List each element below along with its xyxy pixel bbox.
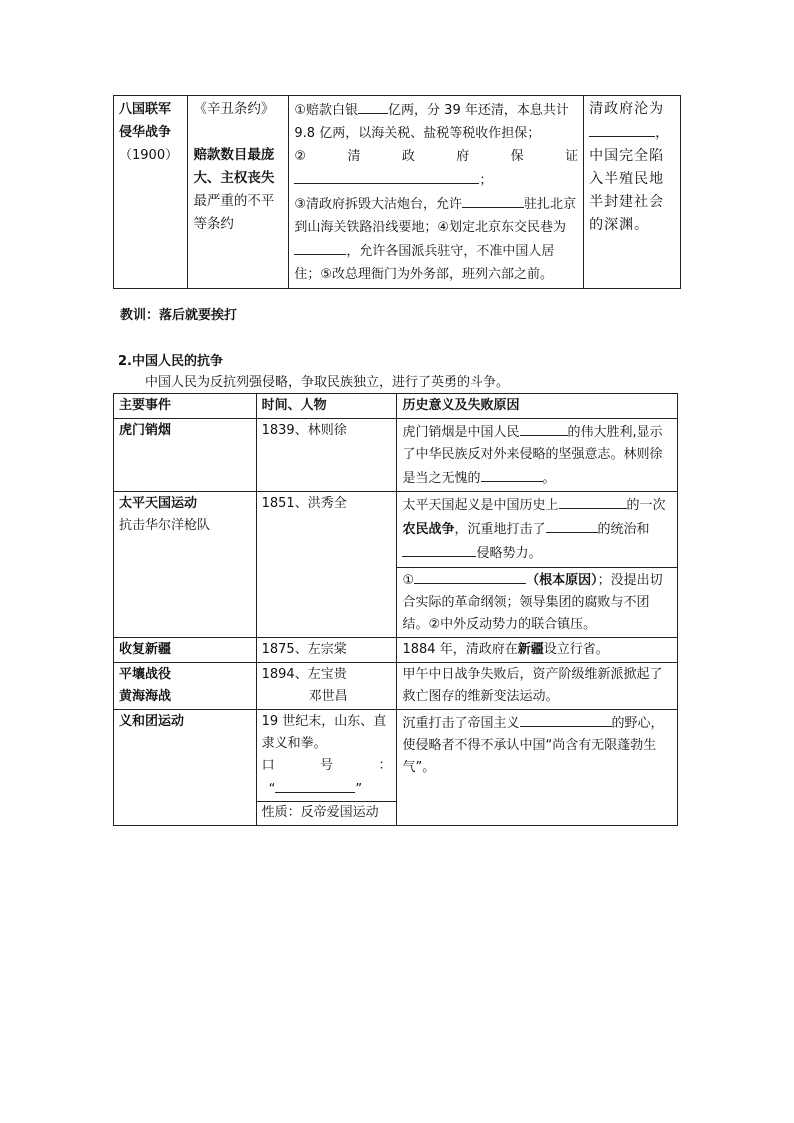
meaning-cell: [397, 419, 678, 492]
term-text: ①赔款白银: [294, 103, 359, 118]
treaty-note: 最严重的不平等条约: [193, 193, 275, 232]
treaty-cell: [188, 96, 289, 289]
slogan-label: 口号：: [261, 758, 392, 773]
blank-partition[interactable]: [520, 711, 612, 727]
time-cell: 1875、左宗棠: [256, 638, 397, 663]
blank-troops[interactable]: [462, 192, 524, 208]
blank-qing[interactable]: [546, 517, 598, 533]
treaty-name: 《辛丑条约》: [193, 101, 275, 117]
blank-humen[interactable]: [520, 420, 568, 436]
treaty-terms-cell: [289, 96, 584, 289]
blank-taiping-scale[interactable]: [559, 493, 627, 509]
meaning-text: 侵略势力。: [476, 546, 542, 561]
meaning-text: 的统治和: [597, 522, 650, 537]
section-intro: 中国人民为反抗列强侵略，争取民族独立，进行了英勇的斗争。: [145, 375, 510, 390]
war-cell: [114, 96, 188, 289]
consequence-text: ，中国完全陷入半殖民地半封建社会的深渊。: [589, 125, 671, 233]
term-text: ，允许各国派兵驻守，不准中国人居住；⑤改总理衙门为外务部，班列六部之前。: [294, 244, 555, 282]
meaning-cell: [397, 710, 678, 826]
meaning-text: （根本原因）: [526, 573, 598, 588]
meaning-text: 沉重打击了帝国主义: [402, 716, 520, 731]
meaning-text: 的伟大胜利,显示了中华民族反对外来侵略的坚强意志。林则徐是当之无愧的: [402, 425, 663, 486]
treaty-note-bold: 赔款数目最庞大、主权丧失: [193, 147, 275, 186]
table-row: [114, 710, 678, 826]
event-subtitle: 抗击华尔洋枪队: [119, 518, 211, 533]
event-cell: [114, 492, 257, 638]
blank-guarantee[interactable]: [294, 168, 479, 184]
meaning-text: 虎门销烟是中国人民: [402, 425, 520, 440]
table-row: [114, 419, 678, 492]
meaning-text: ，沉重地打击了: [454, 522, 546, 537]
header-cell: 历史意义及失败原因: [397, 394, 678, 419]
time-cell: 1839、林则徐: [256, 419, 397, 492]
event-title: 平壤战役: [119, 667, 172, 682]
meaning-text: 的野心，使侵略者不得不承认中国“尚含有无限蓬勃生气”。: [402, 716, 664, 775]
blank-slogan[interactable]: [275, 777, 355, 793]
term-text: ；: [479, 173, 493, 188]
time-text: 19 世纪末，山东、直隶义和拳。: [261, 714, 387, 751]
meaning-text: 1884 年，清政府在: [402, 642, 518, 657]
table-row: [114, 663, 678, 710]
term-text: 亿两，分 39 年还清，本息共计 9.8 亿两，以海关税、盐税等税收作担保；: [294, 103, 569, 141]
event-cell: [114, 663, 257, 710]
lesson-text: 教训：落后就要挨打: [120, 308, 238, 323]
time-cell: 1851、洪秀全: [256, 492, 397, 638]
struggle-table: [113, 393, 678, 826]
term-text: ②清政府保证: [294, 149, 579, 164]
meaning-text: 的一次: [626, 498, 666, 513]
header-cell: 主要事件: [114, 394, 257, 419]
treaty-table: [113, 95, 681, 289]
time-text: 1894、左宝贵: [261, 667, 347, 682]
event-title: 黄海海战: [119, 689, 172, 704]
consequence-text: 清政府沦为: [589, 101, 665, 117]
term-text: ③清政府拆毁大沽炮台，允许: [294, 197, 463, 212]
meaning-cell: [397, 492, 678, 638]
meaning-text: 农民战争: [402, 522, 455, 537]
section-title: 2.中国人民的抗争: [118, 354, 223, 369]
blank-indemnity[interactable]: [358, 98, 388, 114]
event-title: 太平天国运动: [119, 496, 198, 511]
event-cell: 虎门销烟: [114, 419, 257, 492]
event-cell: 义和团运动: [114, 710, 257, 826]
blank-tool[interactable]: [589, 121, 655, 137]
quote-mark: ”: [355, 782, 363, 797]
time-cell: [256, 710, 397, 826]
blank-root-cause[interactable]: [414, 568, 526, 584]
quote-mark: “: [268, 782, 276, 797]
meaning-text: ；没提出切合实际的革命纲领；领导集团的腐败与不团结。②中外反动势力的联合镇压。: [402, 573, 663, 632]
meaning-cell: [397, 638, 678, 663]
header-cell: 时间、人物: [256, 394, 397, 419]
blank-linzexu[interactable]: [481, 466, 543, 482]
consequence-cell: [584, 96, 681, 289]
header-row: [114, 394, 678, 419]
time-text: 性质：反帝爱国运动: [257, 801, 397, 824]
table-row: [114, 492, 678, 638]
war-year: （1900）: [119, 148, 179, 163]
meaning-text: 。: [542, 471, 556, 486]
meaning-text: 新疆: [517, 642, 544, 657]
event-cell: 收复新疆: [114, 638, 257, 663]
meaning-text: ①: [402, 573, 415, 588]
time-cell: [256, 663, 397, 710]
blank-foreign[interactable]: [402, 541, 476, 557]
war-name: 八国联军侵华战争: [119, 102, 172, 140]
blank-legation[interactable]: [294, 239, 346, 255]
time-text: 邓世昌: [308, 689, 348, 704]
term-text: 驻扎北京到山海关铁路沿线要地；④划定北京东交民巷为: [294, 197, 577, 235]
meaning-text: 太平天国起义是中国历史上: [402, 498, 559, 513]
table-row: [114, 638, 678, 663]
meaning-text: 设立行省。: [543, 642, 609, 657]
meaning-cell: 甲午中日战争失败后，资产阶级维新派掀起了救亡图存的维新变法运动。: [397, 663, 678, 710]
